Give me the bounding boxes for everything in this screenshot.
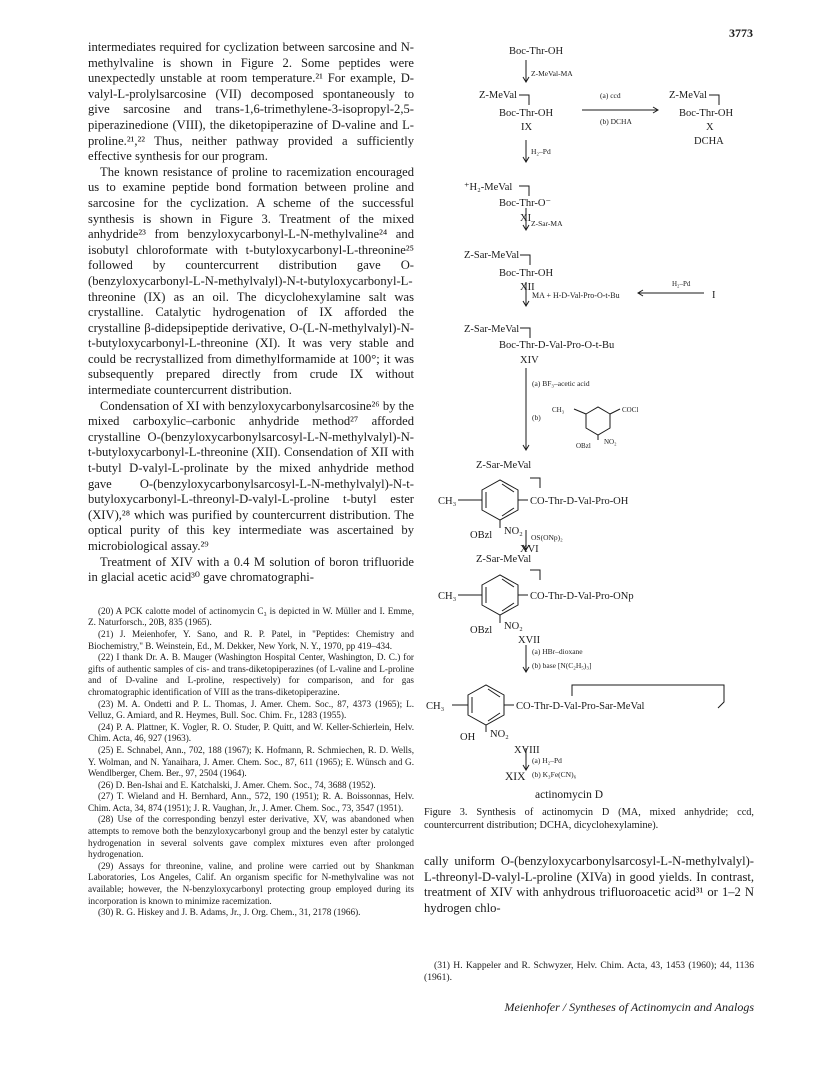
footnote-31: (31) H. Kappeler and R. Schwyzer, Helv. Chim. Acta, 43, 1453 (1960); 44, 1136 (1961). <box>424 960 754 983</box>
footnote-24: (24) P. A. Plattner, K. Vogler, R. O. Studer, P. Quitt, and W. Keller-Schierlein, Helv. Chim. Acta, 46, 927 (1963). <box>88 721 414 744</box>
step-b-dcha: (b) DCHA <box>600 117 632 126</box>
synthesis-scheme <box>424 40 754 790</box>
scheme-diagram <box>424 40 754 790</box>
footnote-23: (23) M. A. Ondetti and P. L. Thomas, J. Amer. Chem. Soc., 87, 4373 (1965); L. Velluz, G. Amiard, and R. Heymes, Bull. Soc. Chim. Fr., 1283 (1955). <box>88 698 414 721</box>
label-xvi: XVI <box>520 544 539 555</box>
body-text <box>88 40 414 586</box>
reagent-os: OS(ONp)₂ <box>531 533 563 542</box>
no2-xvi: NO₂ <box>504 526 523 537</box>
chain-xviii: CO-Thr-D-Val-Pro-Sar-MeVal <box>516 701 645 712</box>
footnote-26: (26) D. Ben-Ishai and E. Katchalski, J. Amer. Chem. Soc., 74, 3688 (1952). <box>98 779 376 790</box>
paragraph-1: intermediates required for cyclization between sarcosine and N-methylvaline is shown in Figure 2. Some peptides were unexpectedly unstable at room temperature.²¹ For example, D-valyl-L-prolylsarcosine (VII) decomposed spontaneously to give sarcosine and trans-1,6-trimethylene-3-isopropyl-2,5-piperazinedione (VIII), the diketopiperazine of D-valine and L-proline.²¹,²² Thus, neither pathway provided a sufficiently effective synthesis for our program. <box>88 40 414 164</box>
figure-caption <box>424 789 754 832</box>
step-b-label: (b) <box>532 413 541 422</box>
ring-obzl-small: OBzl <box>576 442 591 450</box>
footnote-30: (30) R. G. Hiskey and J. B. Adams, Jr., J. Org. Chem., 31, 2178 (1966). <box>98 907 361 918</box>
footnotes <box>88 606 414 919</box>
zmeval-x: Z-MeVal <box>669 90 707 101</box>
reagent-zsar-ma: Z-Sar-MA <box>531 219 563 228</box>
label-xviii: XVIII <box>514 745 540 756</box>
paragraph-3: Condensation of XI with benzyloxycarbonylsarcosine²⁶ by the mixed carboxylic–carbonic anhydride method²⁷ afforded crystalline O-(benzyloxycarbonylsarcosyl-L-N-methylvalyl)-N-t-butyloxycarbonyl-L-threonine (XII). Consendation of XII with t-butyl D-valyl-L-prolinate by the mixed anhydride method gave O-(benzyloxycarbonylsarcosyl-L-N-methylvalyl)-N-t-butyloxycarbonyl-L-threonyl-D-valyl-L-proline t-butyl ester (XIV),²⁸ which was purified by countercurrent distribution. The optical purity of this key intermediate was ascertained by microbiological assay.²⁹ <box>88 398 414 553</box>
reagent-h2-pd-1: H₂–Pd <box>531 147 551 156</box>
step-k3fe: (b) K₃Fe(CN)₆ <box>532 770 577 779</box>
chain-xvii: CO-Thr-D-Val-Pro-ONp <box>530 591 634 602</box>
actinomycin-label: actinomycin D <box>534 789 604 801</box>
footnote-29: (29) Assays for threonine, valine, and proline were carried out by Shankman Laboratories, Los Angeles, Calif. An organism specific for N-methylvaline was not available; however, the N-benzyloxycarbonyl protecting group employed during its incorporation is known to minimize racemization. <box>88 860 414 906</box>
label-xi: XI <box>520 213 532 224</box>
zmeval-ix: Z-MeVal <box>479 90 517 101</box>
paragraph-2: The known resistance of proline to racemization encouraged us to examine peptide bond formation between proline and sarcosine for the cyclization. A scheme of the successful synthesis is shown in Figure 3. Treatment of the mixed anhydride²³ from benzyloxycarbonyl-L-N-methylvaline²⁴ and isobutyl chloroformate with t-butyloxycarbonyl-L-threonine²⁵ followed by countercurrent distribution gave O-(benzyloxycarbonyl-L-N-methylvalyl)-N-t-butyloxycarbonyl-L-threonine (IX) as an oil. The dicyclohexylamine salt was crystalline. Catalytic hydrogenation of IX afforded the crystalline β-didepsipeptide derivative, O-(L-N-methylvalyl)-N-t-butyloxycarbonyl-L-threonine (XI). It was very stable and could be recrystallized from dimethylformamide at 100°; it was subsequently prepared directly from crude IX without intermediate countercurrent distribution. <box>88 164 414 398</box>
ring-ch3-small: CH₃ <box>552 406 565 414</box>
right-body-text: cally uniform O-(benzyloxycarbonylsarcosyl-L-N-methylvalyl)-L-threonyl-D-valyl-L-proline (XIVa) in good yields. In contrast, treatment of XIV with anhydrous trifluoroacetic acid³¹ or 1–2 N hydrogen chlo- <box>424 854 754 915</box>
ring-cocl: COCl <box>622 406 639 414</box>
ring-no2-small: NO₂ <box>604 438 617 446</box>
no2-xviii: NO₂ <box>490 729 509 740</box>
step-bf3: (a) BF₃–acetic acid <box>532 379 590 388</box>
boc-thr-oh-x: Boc-Thr-OH <box>679 108 734 119</box>
paragraph-4: Treatment of XIV with a 0.4 M solution of boron trifluoride in glacial acetic acid³⁰ gave chromatographi- <box>88 554 414 585</box>
footnote-20: (20) A PCK calotte model of actinomycin C₃ is depicted in W. Müller and I. Emme, Z. Naturforsch., 20B, 835 (1965). <box>88 605 414 628</box>
zsar-meval-xvi: Z-Sar-MeVal <box>476 460 532 471</box>
step-hbr: (a) HBr–dioxane <box>532 647 583 656</box>
label-x: X <box>706 122 714 133</box>
figure-label: Figure 3. <box>424 807 468 818</box>
boc-thr-xiv: Boc-Thr-D-Val-Pro-O-t-Bu <box>499 340 615 351</box>
ch3-xvi: CH₃ <box>438 496 457 507</box>
zsar-meval-xii: Z-Sar-MeVal <box>464 250 520 261</box>
obzl-xvi: OBzl <box>470 530 493 541</box>
running-footer: Meienhofer / Syntheses of Actinomycin and Analogs <box>504 1000 754 1014</box>
right-column <box>424 40 754 1040</box>
zsar-meval-xiv: Z-Sar-MeVal <box>464 324 520 335</box>
zsar-meval-xvii: Z-Sar-MeVal <box>476 554 532 565</box>
ch3-xvii: CH₃ <box>438 591 457 602</box>
footnote-28: (28) Use of the corresponding benzyl ester derivative, XV, was abandoned when attempts to remove both the benzyloxycarbonyl group and the benzyl ester by catalytic hydrogenation in several solvents gave complex mixtures even after prolonged hydrogenation. <box>88 814 414 860</box>
h2-meval: ⁺H₂-MeVal <box>464 182 513 193</box>
page-number: 3773 <box>729 26 753 40</box>
footnote-22: (22) I thank Dr. A. B. Mauger (Washington Hospital Center, Washington, D. C.) for gifts of authentic samples of cis- and trans-diketopiperazines (of L-valine and L-proline and of D-valine and L-proline, respectively) for comparison, and for gas chromatographic identification of VIII as the trans-diketopiperazine. <box>88 652 414 697</box>
label-xvii: XVII <box>518 635 541 646</box>
reagent-h2-pd-2: H₂–Pd <box>672 280 691 288</box>
boc-thr-o-minus: Boc-Thr-O⁻ <box>499 198 551 209</box>
boc-thr-oh-ix: Boc-Thr-OH <box>499 108 554 119</box>
label-xii: XII <box>520 282 535 293</box>
footnote-27: (27) T. Wieland and H. Bernhard, Ann., 572, 190 (1951); R. A. Boissonnas, Helv. Chim. Acta, 34, 874 (1951); J. R. Vaughan, Jr., J. Amer. Chem. Soc., 73, 3547 (1951). <box>88 791 414 813</box>
left-column <box>88 40 414 919</box>
no2-xvii: NO₂ <box>504 621 523 632</box>
boc-thr-oh-top: Boc-Thr-OH <box>509 46 564 57</box>
reagent-zmeval-ma: Z-MeVal-MA <box>531 69 573 78</box>
obzl-xvii: OBzl <box>470 625 493 636</box>
reagent-ma-plus: MA + H-D-Val-Pro-O-t-Bu <box>532 291 620 300</box>
label-xiv: XIV <box>520 355 539 366</box>
step-h2pd: (a) H₂–Pd <box>532 756 562 765</box>
footnote-21: (21) J. Meienhofer, Y. Sano, and R. P. Patel, in "Peptides: Chemistry and Biochemistry," B. Weinstein, Ed., M. Dekker, New York, N. Y., 1970, pp 419–434. <box>88 628 414 651</box>
boc-thr-oh-xii: Boc-Thr-OH <box>499 268 554 279</box>
oh-xviii: OH <box>460 732 476 743</box>
label-ix: IX <box>521 122 533 133</box>
figure-text: Synthesis of actinomycin D (MA, mixed anhydride; ccd, countercurrent distribution; DCHA, dicyclohexylamine). <box>424 807 754 831</box>
ch3-xviii: CH₃ <box>426 701 445 712</box>
label-i: I <box>712 290 716 301</box>
label-xix: XIX <box>505 771 526 783</box>
final-product <box>384 788 754 802</box>
step-base: (b) base [N(C₂H₅)₃] <box>532 661 592 670</box>
footnote-25: (25) E. Schnabel, Ann., 702, 188 (1967); K. Hofmann, R. Schmiechen, R. D. Wells, Y. Wolman, and N. Yanaihara, J. Amer. Chem. Soc., 87, 611 (1965); E. Wünsch and G. Wendlberger, Chem. Ber., 97, 2504 (1964). <box>88 744 414 779</box>
step-a-ccd: (a) ccd <box>600 91 621 100</box>
chain-xvi: CO-Thr-D-Val-Pro-OH <box>530 496 629 507</box>
label-dcha: DCHA <box>694 136 724 147</box>
